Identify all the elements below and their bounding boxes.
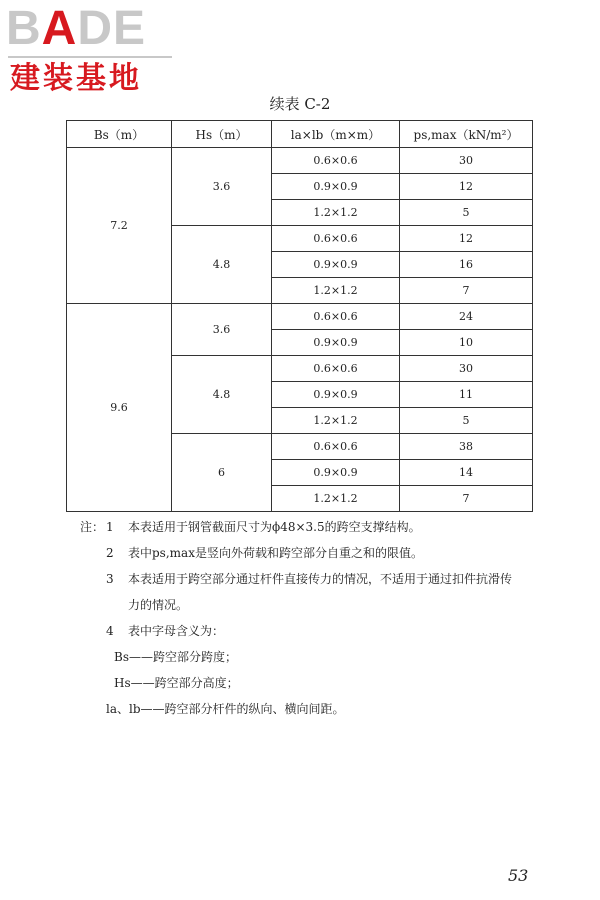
table-body	[67, 148, 533, 512]
note-item: 4 表中字母含义为：	[106, 624, 225, 638]
header-hs: Hs（m）	[172, 121, 272, 148]
cell-spacing: 1.2×1.2	[272, 408, 400, 434]
cell-spacing: 0.9×0.9	[272, 252, 400, 278]
header-pmax: ps,max（kN/m²）	[400, 121, 533, 148]
cell-bs: 9.6	[67, 304, 172, 512]
cell-spacing: 0.9×0.9	[272, 382, 400, 408]
cell-hs: 4.8	[172, 356, 272, 434]
header-spacing: la×lb（m×m）	[272, 121, 400, 148]
table-caption: 续表 C-2	[269, 95, 331, 113]
cell-spacing: 1.2×1.2	[272, 200, 400, 226]
cell-pmax: 7	[400, 486, 533, 512]
cell-hs: 4.8	[172, 226, 272, 304]
cell-pmax: 10	[400, 330, 533, 356]
logo-chinese-text: 建装基地	[10, 61, 142, 96]
cell-spacing: 0.6×0.6	[272, 434, 400, 460]
cell-pmax: 16	[400, 252, 533, 278]
cell-pmax: 5	[400, 200, 533, 226]
cell-spacing: 0.6×0.6	[272, 304, 400, 330]
cell-pmax: 24	[400, 304, 533, 330]
table-row	[67, 148, 533, 174]
load-limit-table	[66, 120, 533, 512]
note-item: 3 本表适用于跨空部分通过杆件直接传力的情况，不适用于通过扣件抗滑传 力的情况。	[106, 572, 513, 612]
note-item: 注： 1 本表适用于钢管截面尺寸为ϕ48×3.5的跨空支撑结构。	[80, 514, 550, 540]
header-bs: Bs（m）	[67, 121, 172, 148]
definition-item: Bs——跨空部分跨度；	[114, 650, 237, 664]
cell-pmax: 12	[400, 226, 533, 252]
cell-pmax: 30	[400, 148, 533, 174]
cell-spacing: 0.6×0.6	[272, 148, 400, 174]
cell-spacing: 0.9×0.9	[272, 330, 400, 356]
cell-pmax: 38	[400, 434, 533, 460]
cell-spacing: 1.2×1.2	[272, 486, 400, 512]
cell-pmax: 5	[400, 408, 533, 434]
cell-pmax: 7	[400, 278, 533, 304]
cell-pmax: 11	[400, 382, 533, 408]
bade-logo	[6, 4, 176, 96]
cell-spacing: 0.9×0.9	[272, 460, 400, 486]
cell-bs: 7.2	[67, 148, 172, 304]
notes-label: 注：	[80, 520, 105, 534]
cell-hs: 6	[172, 434, 272, 512]
cell-spacing: 0.6×0.6	[272, 356, 400, 382]
cell-spacing: 0.6×0.6	[272, 226, 400, 252]
table-header-row	[67, 121, 533, 148]
logo-wordmark: BADE	[6, 2, 147, 55]
cell-hs: 3.6	[172, 304, 272, 356]
cell-spacing: 0.9×0.9	[272, 174, 400, 200]
logo-divider	[8, 56, 172, 58]
cell-pmax: 30	[400, 356, 533, 382]
cell-pmax: 14	[400, 460, 533, 486]
notes-section	[80, 514, 550, 722]
cell-pmax: 12	[400, 174, 533, 200]
page-number: 53	[508, 866, 529, 885]
table-row	[67, 304, 533, 330]
cell-spacing: 1.2×1.2	[272, 278, 400, 304]
cell-hs: 3.6	[172, 148, 272, 226]
definition-item: Hs——跨空部分高度；	[114, 676, 239, 690]
note-item: 2 表中ps,max是竖向外荷载和跨空部分自重之和的限值。	[106, 546, 423, 560]
definition-item: la、lb——跨空部分杆件的纵向、横向间距。	[106, 702, 345, 716]
